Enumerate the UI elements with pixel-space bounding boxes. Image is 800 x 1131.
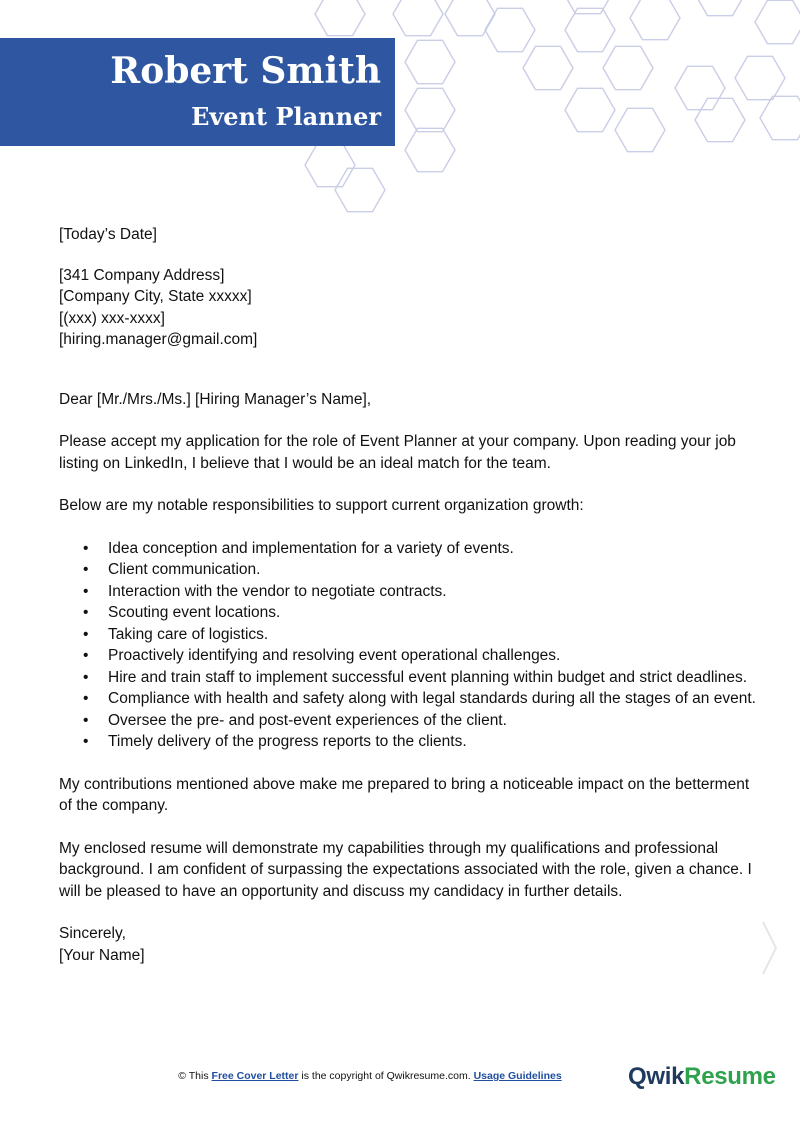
hexagon-shape <box>695 98 745 141</box>
hexagon-shape <box>563 0 613 14</box>
sign-off: Sincerely, <box>59 925 126 942</box>
list-item: • Idea conception and implementation for a variety of events. <box>59 538 759 560</box>
hexagon-shape <box>405 88 455 131</box>
bullet-icon: • <box>83 604 89 621</box>
hexagon-shape <box>523 46 573 89</box>
recipient-address: [341 Company Address] <box>59 266 225 284</box>
hexagon-shape <box>695 0 745 16</box>
usage-guidelines-link[interactable]: Usage Guidelines <box>473 1070 562 1082</box>
hexagon-shape <box>445 0 495 36</box>
bullet-icon: • <box>83 561 89 578</box>
recipient-email: [hiring.manager@gmail.com] <box>59 331 258 348</box>
list-intro: Below are my notable responsibilities to support current organization growth: <box>59 497 584 514</box>
hexagon-shape <box>565 88 615 131</box>
footer-prefix: © This <box>178 1070 209 1082</box>
bullet-icon: • <box>83 625 89 643</box>
bullet-icon: • <box>83 733 89 750</box>
bullet-icon: • <box>83 582 89 600</box>
list-item: • Interaction with the vendor to negotiate contracts. <box>59 581 759 603</box>
list-item: • Hire and train staff to implement successful event planning within budget and strict deadlines. <box>59 667 759 689</box>
list-item: • Scouting event locations. <box>59 602 759 624</box>
salutation: Dear [Mr./Mrs./Ms.] [Hiring Manager’s Name], <box>59 390 372 408</box>
logo-part-resume: Resume <box>684 1063 776 1090</box>
intro-paragraph: Please accept my application for the role of Event Planner at your company. Upon reading your job listing on LinkedIn, I believe that I would be an ideal match for the team. <box>59 433 736 472</box>
list-item: • Compliance with health and safety along with legal standards during all the stages of an event. <box>59 688 759 710</box>
applicant-name: Robert Smith <box>110 50 381 92</box>
list-item: • Taking care of logistics. <box>59 624 759 646</box>
list-item: • Proactively identifying and resolving event operational challenges. <box>59 645 759 667</box>
bullet-icon: • <box>83 539 89 557</box>
hexagon-shape <box>405 40 455 83</box>
bullet-icon: • <box>83 711 89 729</box>
hexagon-shape <box>760 96 800 139</box>
hexagon-shape <box>393 0 443 36</box>
recipient-block <box>59 265 759 351</box>
hexagon-shape <box>335 168 385 211</box>
hexagon-shape <box>305 143 355 186</box>
contributions-paragraph: My contributions mentioned above make me prepared to bring a noticeable impact on the betterment of the company. <box>59 775 750 814</box>
applicant-job-title: Event Planner <box>191 102 381 131</box>
recipient-city-state: [Company City, State xxxxx] <box>59 288 252 305</box>
footer-middle: is the copyright of Qwikresume.com. <box>301 1070 471 1082</box>
logo-part-qwik: Qwik <box>628 1063 685 1090</box>
hexagon-shape <box>615 108 665 151</box>
signature: [Your Name] <box>59 946 145 964</box>
chevron-right-icon <box>760 918 780 978</box>
hexagon-shape <box>315 0 365 36</box>
letter-body <box>59 224 759 966</box>
bullet-icon: • <box>83 647 89 664</box>
qwikresume-logo[interactable] <box>628 1063 776 1091</box>
hexagon-shape <box>735 56 785 99</box>
header-banner <box>0 38 395 146</box>
hexagon-shape <box>603 46 653 89</box>
list-item: • Timely delivery of the progress reports to the clients. <box>59 731 759 753</box>
hexagon-shape <box>755 0 800 43</box>
list-item: • Oversee the pre- and post-event experiences of the client. <box>59 710 759 732</box>
hexagon-shape <box>565 8 615 51</box>
free-cover-letter-link[interactable]: Free Cover Letter <box>211 1070 299 1082</box>
list-item: • Client communication. <box>59 559 759 581</box>
hexagon-shape <box>630 0 680 40</box>
bullet-icon: • <box>83 668 89 686</box>
bullet-icon: • <box>83 690 89 707</box>
closing-paragraph: My enclosed resume will demonstrate my capabilities through my qualifications and professional background. I am confident of surpassing the expectations associated with the role, given a chance. I will be pleased to have an opportunity and discuss my candidacy in further details. <box>59 839 752 900</box>
letter-date: [Today’s Date] <box>59 226 157 243</box>
recipient-phone: [(xxx) xxx-xxxx] <box>59 309 165 327</box>
hexagon-shape <box>405 128 455 171</box>
hexagon-shape <box>485 8 535 51</box>
hexagon-shape <box>675 66 725 109</box>
responsibilities-list <box>59 538 759 753</box>
